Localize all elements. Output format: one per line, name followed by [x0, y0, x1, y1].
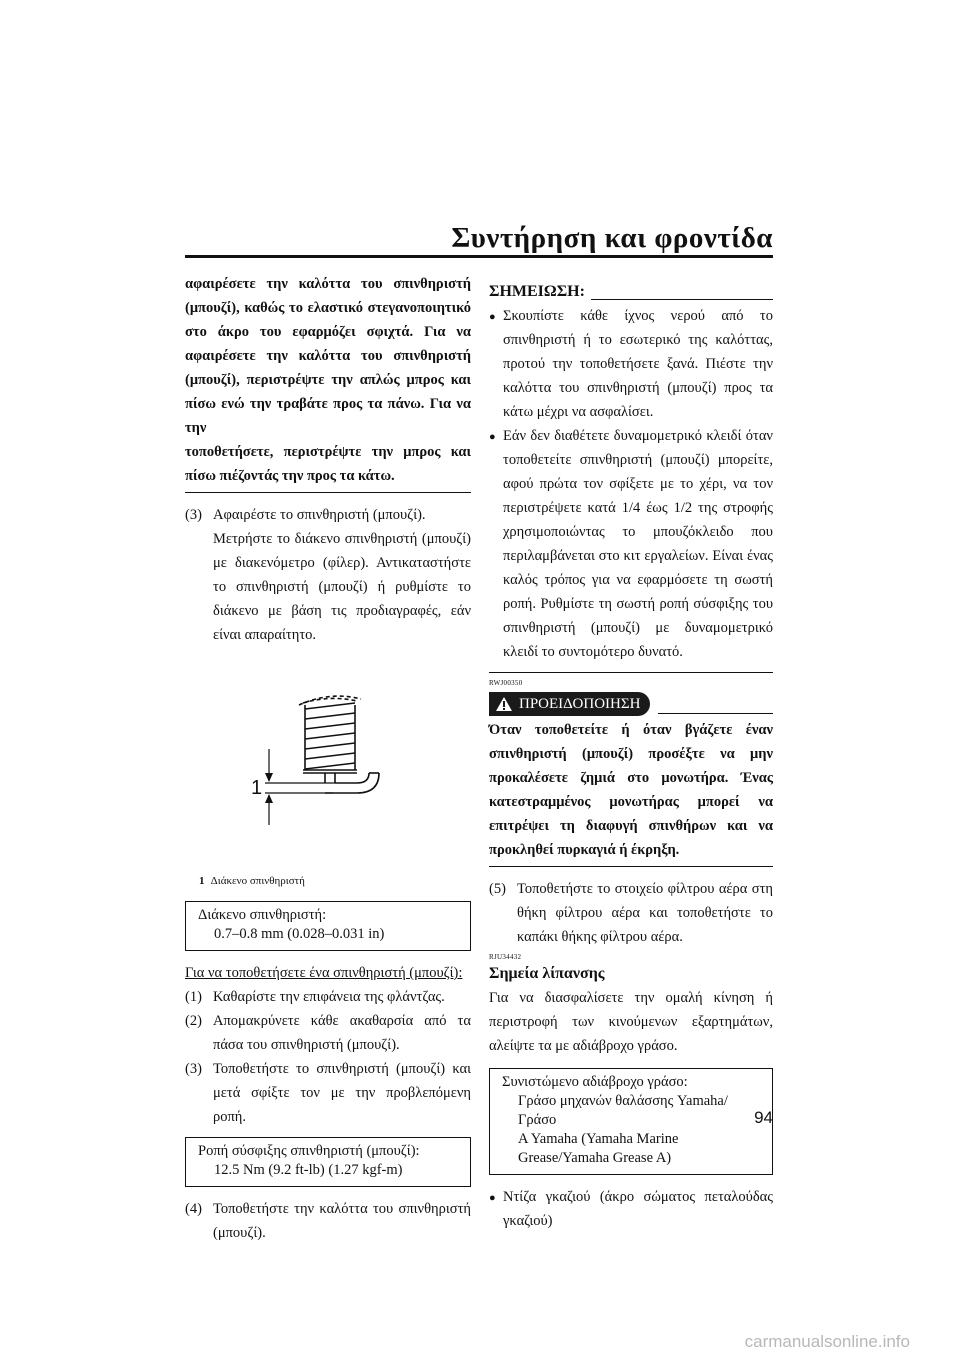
torque-spec-box [185, 1137, 471, 1187]
note-rule [591, 299, 773, 300]
spec-value: 12.5 Nm (9.2 ft-lb) (1.27 kgf-m) [214, 1162, 403, 1178]
note-end-rule [489, 672, 773, 673]
spec-label: Ροπή σύσφιξης σπινθηριστή (μπουζί): [198, 1143, 420, 1159]
intro-line: (μπουζί), καθώς το ελαστικό στεγανοποιητικό [185, 300, 471, 316]
step-5 [489, 877, 773, 949]
bullet-text: Εάν δεν διαθέτετε δυναμομετρικό κλειδί όταν τοποθετείτε σπινθηριστή (μπουζί) μπορείτε, αφού πρώτα τον σφίξετε με το χέρι, να τον περιστρέψετε κατά 1/4 έως 1/2 της στροφής χρησιμοποιώντας το μπουζόκλειδο που περιλαμβάνεται στο κιτ εργαλείων. Είναι ένας καλός τρόπος για να εφαρμόσετε τη σωστή ροπή. Ρυθμίστε τη σωστή ροπή σύσφιξης του σπινθηριστή (μπουζί) με δυναμομετρικό κλειδί το συντομότερο δυνατό. [503, 428, 773, 660]
step-text: Καθαρίστε την επιφάνεια της φλάντζας. [213, 989, 445, 1005]
page-title: Συντήρηση και φροντίδα [451, 222, 773, 254]
bullet-icon: ● [489, 311, 496, 323]
warning-line: προκληθεί πυρκαγιά ή έκρηξη. [489, 842, 680, 858]
spec-label: Διάκενο σπινθηριστή: [198, 907, 327, 923]
intro-line: πίσω πιέζοντάς την προς τα κάτω. [185, 468, 395, 484]
intro-line: πίσω ενώ την τραβάτε προς τα πάνω. Για να την [185, 396, 471, 436]
step-text: Τοποθετήστε την καλόττα του σπινθηριστή (μπουζί). [213, 1201, 471, 1241]
bullet-icon: ● [489, 1192, 496, 1204]
intro-line: αφαιρέσετε την καλόττα του σπινθηριστή [185, 348, 471, 364]
warning-line: κατεστραμμένος μονωτήρας μπορεί να [489, 794, 773, 810]
spec-value: 0.7–0.8 mm (0.028–0.031 in) [214, 926, 385, 942]
install-step [185, 1057, 471, 1129]
lubrication-point [489, 1185, 773, 1233]
spark-plug-illustration [185, 665, 471, 865]
step-text: Τοποθετήστε το σπινθηριστή (μπουζί) και μετά σφίξτε τον με την προβλεπόμενη ροπή. [213, 1061, 471, 1125]
install-step [185, 985, 471, 1009]
note-header [489, 280, 773, 304]
note-bullet [489, 304, 773, 424]
right-column [489, 272, 773, 1233]
figure-callout: 1 [251, 777, 263, 799]
warning-line: επιτρέψει τη διαφυγή σπινθήρων και να [489, 818, 773, 834]
intro-line: (μπουζί), περιστρέψτε την απλώς μπρος και [185, 372, 471, 388]
watermark: carmanualsonline.info [744, 1332, 910, 1351]
gap-spec-box [185, 901, 471, 951]
warning-header [489, 692, 773, 716]
intro-line: τοποθετήσετε, περιστρέψτε την μπρος και [185, 444, 471, 460]
intro-line: στο άκρο του εφαρμόζει σφιχτά. Για να [185, 324, 471, 340]
note-bullet [489, 424, 773, 664]
left-column [185, 272, 471, 1245]
note-title: ΣΗΜΕΙΩΣΗ: [489, 283, 585, 300]
step-3 [185, 503, 471, 647]
spec-value: Grease/Yamaha Grease A) [518, 1150, 672, 1166]
caption-text: Διάκενο σπινθηριστή [210, 875, 305, 887]
warning-line: Όταν τοποθετείτε ή όταν βγάζετε έναν [489, 722, 773, 738]
section-body: Για να διασφαλίσετε την ομαλή κίνηση ή περιστροφή των κινούμενων εξαρτημάτων, αλείψτε τα με αδιάβροχο γράσο. [489, 990, 773, 1054]
spec-label: Συνιστώμενο αδιάβροχο γράσο: [502, 1074, 688, 1090]
section-divider [185, 492, 471, 493]
warning-badge [489, 692, 650, 716]
step-text: Τοποθετήστε το στοιχείο φίλτρου αέρα στη θήκη φίλτρου αέρα και τοποθετήστε το καπάκι θήκης φίλτρου αέρα. [517, 881, 773, 945]
page-number: 94 [754, 1108, 773, 1127]
figure-caption [185, 869, 471, 893]
grease-spec-box [489, 1068, 773, 1175]
step-number: (3) [185, 507, 202, 523]
install-heading: Για να τοποθετήσετε ένα σπινθηριστή (μπουζί): [185, 965, 463, 981]
section-title: Σημεία λίπανσης [489, 965, 605, 982]
step-number: (1) [185, 989, 202, 1005]
bullet-icon: ● [489, 431, 496, 443]
intro-warning-text [185, 272, 471, 488]
warning-text [489, 718, 773, 862]
warning-code: RWJ00350 [489, 679, 523, 687]
step-4 [185, 1197, 471, 1245]
bullet-text: Σκουπίστε κάθε ίχνος νερού από το σπινθηριστή ή το εσωτερικό της καλόττας, προτού την τοποθετήσετε ξανά. Πιέστε την καλόττα του σπινθηριστή (μπουζί) προς τα κάτω μέχρι να ασφαλίσει. [503, 308, 773, 420]
caption-number: 1 [199, 875, 205, 887]
step-number: (5) [489, 881, 506, 897]
step-number: (3) [185, 1061, 202, 1077]
step-text: Μετρήστε το διάκενο σπινθηριστή (μπουζί) με διακενόμετρο (φίλερ). Αντικαταστήστε το σπινθηριστή (μπουζί) ή ρυθμίστε το διάκενο με βάση τις προδιαγραφές, εάν είναι απαραίτητο. [213, 531, 471, 643]
install-step [185, 1009, 471, 1057]
bullet-text: Ντίζα γκαζιού (άκρο σώματος πεταλούδας γκαζιού) [503, 1189, 773, 1229]
warning-line: προκαλέσετε ζημιά στο μονωτήρα. Ένας [489, 770, 773, 786]
warning-label: ΠΡΟΕΙΔΟΠΟΙΗΣΗ [519, 696, 641, 712]
spark-plug-gap-figure [185, 665, 471, 865]
warning-triangle-icon [495, 696, 513, 712]
warning-line: σπινθηριστή (μπουζί) προσέξτε να μην [489, 746, 773, 762]
intro-line: αφαιρέσετε την καλόττα του σπινθηριστή [185, 276, 471, 292]
step-text: Απομακρύνετε κάθε ακαθαρσία από τα πάσα του σπινθηριστή (μπουζί). [213, 1013, 471, 1053]
warning-end-rule [489, 866, 773, 867]
step-number: (4) [185, 1201, 202, 1217]
spec-value: A Yamaha (Yamaha Marine [518, 1131, 679, 1147]
title-rule [185, 255, 773, 258]
warning-rule [658, 713, 773, 714]
step-number: (2) [185, 1013, 202, 1029]
step-text: Αφαιρέστε το σπινθηριστή (μπουζί). [213, 507, 426, 523]
section-code: RJU34432 [489, 953, 522, 961]
spec-value: Γράσο μηχανών θαλάσσης Yamaha/Γράσο [518, 1093, 728, 1128]
